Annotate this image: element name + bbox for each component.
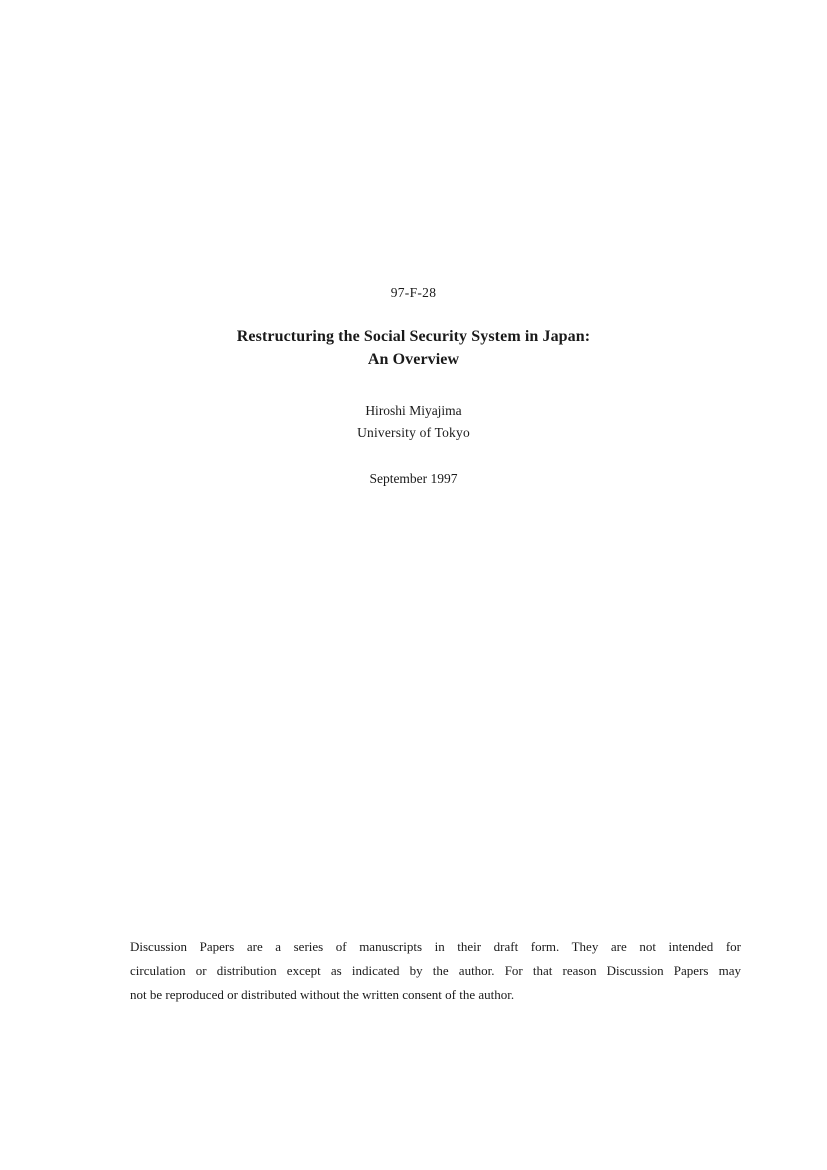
author-affiliation: University of Tokyo <box>357 425 470 440</box>
disclaimer-line-3: not be reproduced or distributed without the written consent of the author. <box>130 987 515 1002</box>
paper-title-line-1: Restructuring the Social Security System in Japan: <box>236 328 591 345</box>
disclaimer-paragraph <box>130 935 741 1007</box>
disclaimer-line-2: circulation or distribution except as indicated by the author. For that reason Discussion Papers may <box>130 963 741 978</box>
publication-date: September 1997 <box>369 471 458 486</box>
author-name: Hiroshi Miyajima <box>365 403 462 418</box>
paper-number: 97-F-28 <box>390 285 437 300</box>
paper-title-line-2: An Overview <box>367 351 460 368</box>
disclaimer-line-1: Discussion Papers are a series of manuscripts in their draft form. They are not intended for <box>130 939 741 954</box>
